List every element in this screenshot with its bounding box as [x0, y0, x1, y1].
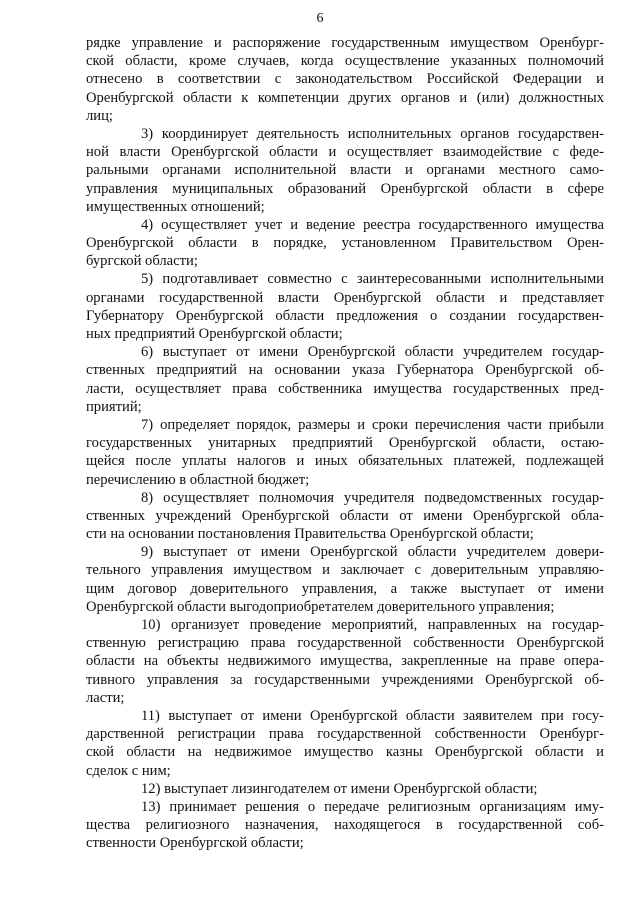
- text-line: ральными органами исполнительной власти и органами местного само-: [86, 162, 604, 179]
- paragraph: [86, 216, 604, 271]
- paragraph: [86, 543, 604, 616]
- paragraph: [86, 616, 604, 707]
- text-line: 12) выступает лизингодателем от имени Оренбургской области;: [141, 780, 538, 797]
- text-line: щим договор доверительного управления, а также выступает от имени: [86, 580, 604, 597]
- document-body: [86, 34, 604, 852]
- paragraph: [86, 707, 604, 780]
- paragraph: [86, 125, 604, 216]
- text-line: органами государственной власти Оренбургской области и представляет: [86, 289, 604, 306]
- text-line: 5) подготавливает совместно с заинтересованными исполнительными: [141, 271, 604, 288]
- text-line: ской области на недвижимое имущество казны Оренбургской области и: [86, 744, 604, 761]
- paragraph: [86, 489, 604, 544]
- text-line: Оренбургской области выгодоприобретателем доверительного управления;: [86, 598, 555, 615]
- text-line: ственных учреждений Оренбургской области от имени Оренбургской обла-: [86, 507, 604, 524]
- text-line: ных предприятий Оренбургской области;: [86, 326, 343, 342]
- text-line: 10) организует проведение мероприятий, направленных на государ-: [141, 617, 604, 633]
- text-line: отнесено в соответствии с законодательством Российской Федерации и: [86, 71, 604, 88]
- text-line: сти на основании постановления Правительства Оренбургской области;: [86, 526, 534, 543]
- text-line: щества религиозного назначения, находящегося в государственной соб-: [86, 817, 604, 834]
- text-line: 3) координирует деятельность исполнительных органов государствен-: [141, 125, 604, 142]
- text-line: области на объекты недвижимого имущества, закрепленные на праве опера-: [86, 653, 604, 670]
- text-line: ласти, осуществляет права собственника имущества государственных пред-: [86, 380, 604, 397]
- text-line: 8) осуществляет полномочия учредителя подведомственных государ-: [141, 489, 604, 506]
- text-line: щейся после уплаты налогов и иных обязательных платежей, подлежащей: [86, 453, 604, 470]
- text-line: 7) определяет порядок, размеры и сроки перечисления части прибыли: [141, 416, 604, 433]
- text-line: управления муниципальных образований Оренбургской области в сфере: [86, 180, 604, 197]
- paragraph: [86, 416, 604, 489]
- text-line: государственных унитарных предприятий Оренбургской области, остаю-: [86, 435, 604, 452]
- text-line: 9) выступает от имени Оренбургской области учредителем довери-: [141, 544, 604, 561]
- text-line: имущественных отношений;: [86, 198, 265, 215]
- paragraph: [86, 343, 604, 416]
- text-line: ской области, кроме случаев, когда осуществление указанных полномочий: [86, 53, 604, 70]
- text-line: сделок с ним;: [86, 762, 171, 779]
- text-line: 13) принимает решения о передаче религиозным организациям иму-: [141, 798, 604, 815]
- text-line: лиц;: [86, 107, 113, 124]
- paragraph: [86, 270, 604, 343]
- paragraph: [86, 780, 604, 798]
- page-number: 6: [316, 11, 324, 26]
- text-line: рядке управление и распоряжение государственным имуществом Оренбург-: [86, 35, 604, 51]
- text-line: ственных предприятий на основании указа Губернатора Оренбургской об-: [86, 362, 604, 379]
- text-line: ласти;: [86, 689, 125, 706]
- text-line: ственности Оренбургской области;: [86, 835, 304, 852]
- paragraph: [86, 798, 604, 853]
- text-line: 4) осуществляет учет и ведение реестра государственного имущества: [141, 216, 604, 233]
- text-line: 6) выступает от имени Оренбургской области учредителем государ-: [141, 344, 604, 361]
- text-line: Оренбургской области в порядке, установленном Правительством Орен-: [86, 235, 604, 252]
- text-line: тельного управления имуществом и заключает с доверительным управляю-: [86, 562, 604, 579]
- text-line: дарственной регистрации права государственной собственности Оренбург-: [86, 726, 604, 743]
- text-line: 11) выступает от имени Оренбургской области заявителем при госу-: [141, 707, 604, 724]
- paragraph: [86, 34, 604, 125]
- text-line: ной власти Оренбургской области и осуществляет взаимодействие с феде-: [86, 144, 604, 161]
- text-line: тивного управления за государственными учреждениями Оренбургской об-: [86, 671, 604, 688]
- text-line: приятий;: [86, 398, 142, 415]
- text-line: Губернатору Оренбургской области предложения о создании государствен-: [86, 307, 604, 324]
- text-line: Оренбургской области к компетенции других органов и (или) должностных: [86, 89, 604, 106]
- text-line: перечислению в областной бюджет;: [86, 471, 310, 488]
- text-line: бургской области;: [86, 253, 198, 270]
- text-line: ственную регистрацию права государственной собственности Оренбургской: [86, 635, 604, 652]
